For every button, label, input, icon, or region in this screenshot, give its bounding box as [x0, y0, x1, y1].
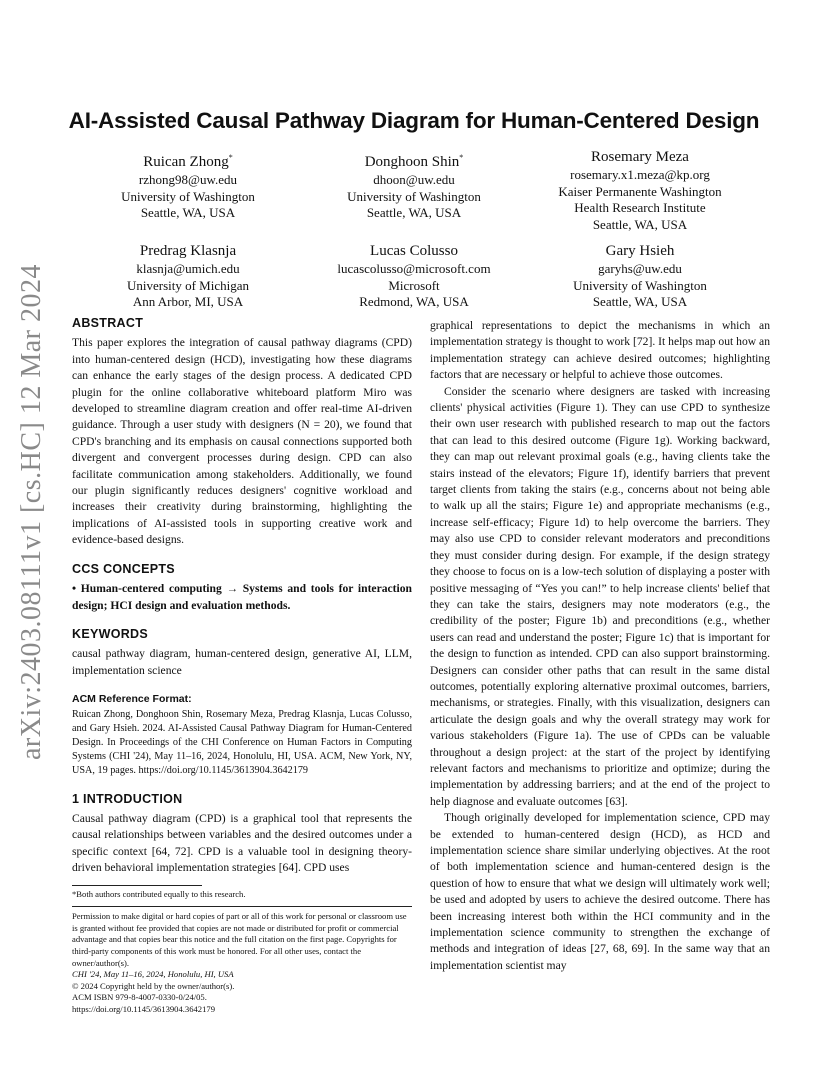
arxiv-stamp: arXiv:2403.08111v1 [cs.HC] 12 Mar 2024: [16, 264, 47, 760]
author-affiliation-2: Health Research Institute: [574, 200, 706, 215]
author-name: Ruican Zhong: [143, 154, 229, 170]
author-name: Donghoon Shin: [364, 154, 460, 170]
acm-ref-heading: ACM Reference Format:: [72, 693, 192, 706]
author-name: Gary Hsieh: [605, 243, 675, 259]
right-paragraph-1: graphical representations to depict the mechanisms in which an implementation strategy is thought to work [72]. It helps map out how an implementation strategy can achieve desired outcomes; highlighting factors that are necessary or helpful to achieve those outcomes.: [430, 319, 770, 382]
copyright-line: © 2024 Copyright held by the owner/author(s).: [72, 980, 235, 991]
author-email: rosemary.x1.meza@kp.org: [570, 167, 710, 182]
author-location: Seattle, WA, USA: [140, 205, 236, 220]
ccs-heading: CCS CONCEPTS: [72, 561, 175, 576]
author-email: lucascolusso@microsoft.com: [337, 261, 491, 276]
permission-notice: [72, 906, 412, 1015]
author-2: [299, 148, 529, 222]
author-affiliation: University of Washington: [347, 188, 481, 204]
author-4: [73, 242, 303, 311]
author-email: klasnja@umich.edu: [136, 261, 240, 276]
author-name: Lucas Colusso: [370, 243, 458, 259]
equal-contrib-mark: *: [228, 153, 233, 162]
author-6: [525, 242, 755, 311]
author-affiliation: University of Washington: [121, 188, 255, 204]
permission-text: Permission to make digital or hard copies of part or all of this work for personal or classroom use is granted without fee provided that copies are not made or distributed for profit or commercial advantage and that copies bear this notice and the full citation on the first page. Copyrights for third-party components of this work must be honored. For all other uses, contact the owner/author(s).: [72, 911, 407, 968]
right-paragraph-2: Consider the scenario where designers are tasked with increasing clients' physical activities (Figure 1). They can use CPD to synthesize their own user research with published research to map out the factors that can lead to this desired outcome (Figure 1g). Working backward, they can map out relevant proximal goals (e.g., having clients take the stairs instead of the elevators; Figure 1f), identify barriers that prevent target clients from taking the stairs (e.g., concerns about not being able to walk up all the stairs; Figure 1e) and appropriate mechanisms (e.g., increase self-efficacy; Figure 1d) to help overcome the barriers. They may also use CPD to consider relevant moderators and preconditions they must consider during design. For example, if the design strategy they choose to focus on is a low-tech solution of displaying a poster with positive messaging of “Yes you can!” to help increase clients' belief that they can take the stairs, designers may note moderators (e.g., the credibility of the poster; Figure 1b) and preconditions (e.g., whether users can read and understand the poster; Figure 1c) that is important for the design to function as intended. CPD can also support brainstorming. Designers can consider other paths that can result in the same distal outcomes, potentially exploring alternative proximal outcomes, barriers, mechanisms, or strategies. Finally, with this visualization, designers can articulate the design goals and why the overall strategy may work for various stakeholders (Figure 1a). The use of CPDs can be valuable throughout a design project: at the start of the project by identifying relevant factors and mechanisms to prioritize and optimize; during the implementation by addressing barriers; and at the end of the project to help diagnose and evaluate outcomes [63].: [430, 384, 770, 808]
ccs-text: • Human-centered computing → Systems and tools for interaction design; HCI design and evaluation methods.: [72, 582, 412, 612]
doi-line: https://doi.org/10.1145/3613904.3642179: [72, 1003, 215, 1014]
right-column: [430, 318, 770, 974]
footnote-rule: [72, 885, 202, 886]
right-paragraph-3: Though originally developed for implementation science, CPD may be extended to human-centered design (HCD), as HCD and implementation science share similar underlying objectives. At the root of both implementation science and human-centered design is the question of how to ensure that what we design will ultimately work well; be used and adopted by users to achieve the desired outcome. There has been increasing interest both within the HCI community and in the implementation science community to strengthen the exchange of methods and integration of ideas [27, 68, 69]. In the same way that an implementation scientist may: [430, 811, 770, 972]
author-name: Predrag Klasnja: [139, 243, 237, 259]
author-location: Redmond, WA, USA: [359, 294, 469, 309]
author-location: Seattle, WA, USA: [592, 294, 688, 309]
keywords-heading: KEYWORDS: [72, 626, 149, 641]
author-affiliation: University of Washington: [573, 277, 707, 293]
intro-heading: 1 INTRODUCTION: [72, 791, 183, 806]
author-name: Rosemary Meza: [591, 149, 689, 165]
equal-contribution-footnote: *Both authors contributed equally to this research.: [72, 888, 246, 899]
left-column: [72, 315, 412, 1016]
conference-line: CHI '24, May 11–16, 2024, Honolulu, HI, USA: [72, 969, 234, 980]
author-3: [525, 148, 755, 233]
author-5: [299, 242, 529, 311]
author-email: garyhs@uw.edu: [598, 261, 682, 276]
author-1: [73, 148, 303, 222]
author-location: Seattle, WA, USA: [366, 205, 462, 220]
keywords-text: causal pathway diagram, human-centered design, generative AI, LLM, implementation science: [72, 647, 412, 677]
acm-ref-text: Ruican Zhong, Donghoon Shin, Rosemary Meza, Predrag Klasnja, Lucas Colusso, and Gary Hsieh. 2024. AI-Assisted Causal Pathway Diagram for Human-Centered Design. In Proceedings of the CHI Conference on Human Factors in Computing Systems (CHI '24), May 11–16, 2024, Honolulu, HI, USA. ACM, New York, NY, USA, 19 pages. https://doi.org/10.1145/3613904.3642179: [72, 708, 412, 777]
author-email: dhoon@uw.edu: [373, 172, 455, 187]
author-affiliation: Kaiser Permanente Washington: [558, 183, 722, 199]
author-location: Seattle, WA, USA: [592, 216, 688, 232]
author-email: rzhong98@uw.edu: [138, 172, 238, 187]
paper-title: AI-Assisted Causal Pathway Diagram for Human-Centered Design: [68, 108, 760, 133]
author-affiliation: University of Michigan: [126, 277, 250, 293]
intro-paragraph: Causal pathway diagram (CPD) is a graphical tool that represents the causal relationships between variables and the desired outcomes under a specific context [64, 72]. CPD is a valuable tool in designing theory-driven behavioral implementation strategies [64]. CPD uses: [72, 811, 412, 875]
abstract-text: This paper explores the integration of causal pathway diagrams (CPD) into human-centered design (HCD), investigating how these diagrams can enhance the early stages of the design process. A dedicated CPD plugin for the online collaborative whiteboard platform Miro was developed to streamline diagram creation and offer real-time AI-driven guidance. Through a user study with designers (N = 20), we found that CPD's branching and its emphasis on causal connections supported both divergent and convergent processes during design. CPD can also facilitate communication among stakeholders. Additionally, we found our plugin significantly reduces designers' cognitive workload and increases their creativity during brainstorming, highlighting the implications of AI-assisted tools in supporting creative work and evidence-based designs.: [72, 336, 412, 547]
isbn-line: ACM ISBN 979-8-4007-0330-0/24/05.: [72, 992, 207, 1003]
equal-contrib-mark: *: [459, 153, 464, 162]
author-affiliation: Microsoft: [388, 277, 440, 293]
author-location: Ann Arbor, MI, USA: [132, 294, 244, 309]
abstract-heading: ABSTRACT: [72, 316, 144, 330]
